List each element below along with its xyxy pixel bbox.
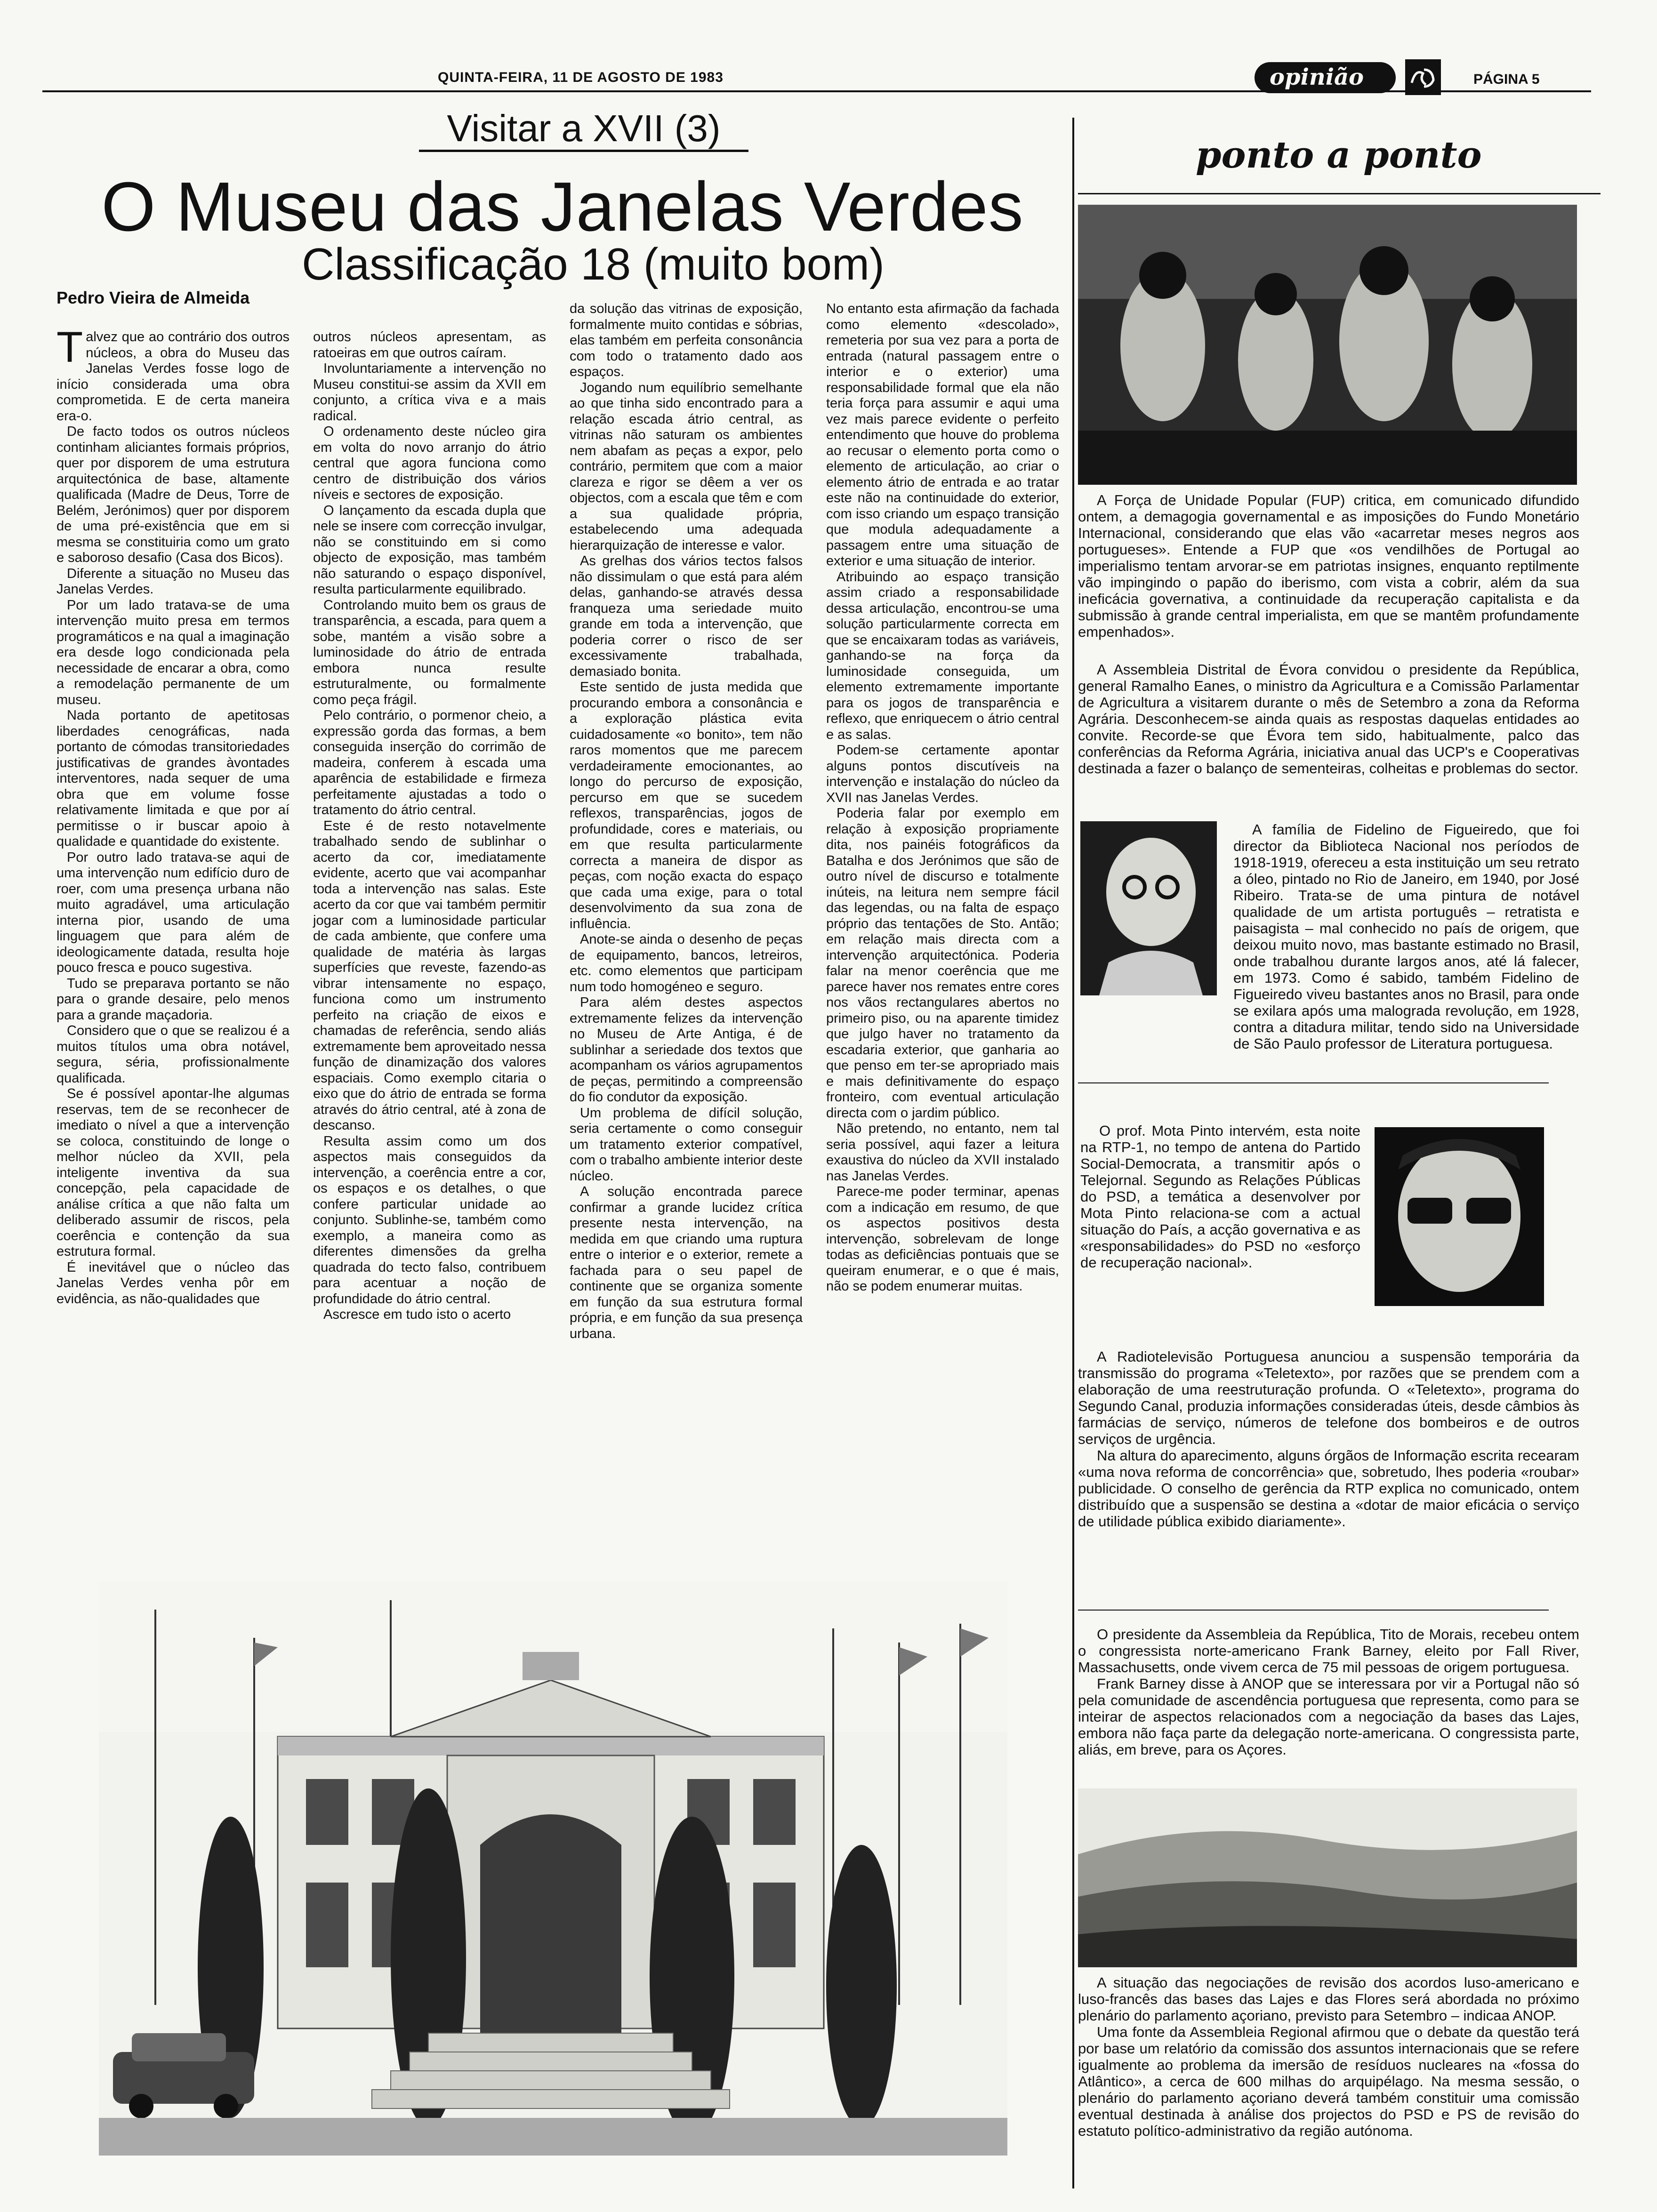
- drop-cap: T: [56, 323, 83, 371]
- sidebar-item-teletexto: A Radiotelevisão Portuguesa anunciou a suspensão temporária da transmissão do programa «Teletexto», por razões que se prendem com a elaboração de uma reestruturação profunda. O «Teletexto», programa do Segundo Canal, produzia informações consideradas úteis, desde câmbios às farmácias de serviço, números de telefone dos bombeiros e de outros serviços de urgência. Na altura do aparecimento, alguns órgãos de Informação escrita recearam «uma nova reforma de concorrência» que, sobretudo, lhes poderia «roubar» publicidade. O conselho de gerência da RTP explica no comunicado, ontem distribuído que a suspensão se destina a «dotar de maior eficácia o serviço de utilidade pública exibido diariamente».: [1078, 1348, 1579, 1530]
- article-author: Pedro Vieira de Almeida: [56, 288, 250, 307]
- sidebar-item-fidelino: A família de Fidelino de Figueiredo, que foi director da Biblioteca Nacional nos períodos de 1918-1919, ofereceu a esta instituição um seu retrato a óleo, pintado no Rio de Janeiro, em 1940, por José Ribeiro. Trata-se de uma pintura de notável qualidade de um artista português – retratista e paisagista – mal conhecido no país de origem, que deixou muito novo, mas bastante estimado no Brasil, onde trabalhou durante largos anos, até lá falecer, em 1973. Como é sabido, também Fidelino de Figueiredo viveu bastantes anos no Brasil, para onde se exilara após uma malograda revolução, em 1928, contra a ditadura militar, tendo sido na Universidade de São Paulo professor de Literatura portuguesa.: [1233, 821, 1579, 1052]
- section-emblem-icon: [1405, 59, 1441, 95]
- article-title: O Museu das Janelas Verdes: [101, 168, 1024, 246]
- portrait-photo-mota-pinto: [1375, 1127, 1544, 1306]
- article-column-1: Talvez que ao contrário dos outros núcleos, a obra do Museu das Janelas Verdes fosse logo de início considerada uma obra comprometida. E de certa maneira era-o. De facto todos os outros núcleos continham aliciantes formais próprios, quer por disporem de uma estrutura arquitectónica de base, altamente qualificada (Madre de Deus, Torre de Belém, Jerónimos) quer por disporem de uma pré-existência que em si mesma se constituiria como um grato e saboroso desafio (Casa dos Bicos). Diferente a situação no Museu das Janelas Verdes. Por um lado tratava-se de uma intervenção muito presa em termos programáticos e na qual a imaginação era desde logo condicionada pela necessidade de encarar a obra, como a remodelação permanente de um museu. Nada portanto de apetitosas liberdades cenográficas, nada portanto de cómodas transitoriedades justificativas de grandes àvontades interventores, nada sequer de uma obra que em volume fosse relativamente limitada e que por aí permitisse o ir buscar apoio à qualidade e quantidade do existente. Por outro lado tratava-se aqui de uma intervenção num edifício duro de roer, com uma presença urbana não muito agradável, uma articulação interna pior, usando de uma linguagem que para além de ideologicamente datada, resulta hoje pouco fresca e pouco sugestiva. Tudo se preparava portanto se não para o grande desaire, pelo menos para a grande maçadoria. Considero que o que se realizou é a muitos títulos uma obra notável, segura, séria, profissionalmente qualificada. Se é possível apontar-lhe algumas reservas, tem de se reconhecer de imediato o nível a que a intervenção se coloca, constituindo de longe o melhor núcleo da XVII, pela inteligente inventiva da sua concepção, pela capacidade de análise crítica a que não falta um deliberado assumir de riscos, pela coerência e contenção da sua estrutura formal. É inevitável que o núcleo das Janelas Verdes venha pôr em evidência, as não-qualidades que: [56, 323, 290, 1306]
- article-kicker: Visitar a XVII (3): [419, 107, 748, 152]
- museum-photo: [99, 1581, 1007, 2156]
- sidebar-item-barney: O presidente da Assembleia da República, Tito de Morais, recebeu ontem o congressista norte-americano Frank Barney, eleito por Fall River, Massachusetts, onde vivem cerca de 75 mil pessoas de origem portuguesa. Frank Barney disse à ANOP que se interessara por vir a Portugal não só pela comunidade de ascendência portuguesa que representa, como para se inteirar de aspectos relacionados com a negociação da bases das Lajes, embora não faça parte da delegação norte-americana. O congressista parte, aliás, em breve, para os Açores.: [1078, 1626, 1579, 1758]
- header-rule: [42, 90, 1591, 92]
- sidebar-divider: [1072, 118, 1074, 2188]
- article-column-4: No entanto esta afirmação da fachada como elemento «descolado», remeteria por sua vez para a porta de entrada (natural passagem entre o interior e o exterior) uma responsabilidade formal que ela não teria força para assumir e aqui uma vez mais parece evidente o perfeito entendimento que houve do problema ao recusar o elemento porta como o elemento de articulação, ao criar o elemento átrio de entrada e ao tratar este não na continuidade do exterior, com isso criando um espaço transição que modula adequadamente a passagem entre uma situação de exterior e uma situação de interior. Atribuindo ao espaço transição assim criado a responsabilidade dessa articulação, encontrou-se uma solução particularmente correcta em que se encaixaram todas as variáveis, ganhando-se na força da luminosidade conseguida, um elemento extremamente importante para os jogos de transparência e reflexo, que enriquecem o átrio central e as salas. Podem-se certamente apontar alguns pontos discutíveis na intervenção e instalação do núcleo da XVII nas Janelas Verdes. Poderia falar por exemplo em relação à exposição propriamente dita, nos painéis fotográficos da Batalha e dos Jerónimos que são de outro nível de discurso e totalmente inúteis, na leitura nem sempre fácil das legendas, ou na falta de espaço próprio das tentações de Sto. Antão; em relação mais directa com a intervenção arquitectónica. Poderia falar na menor coerência que me parece haver nos remates entre cores nos vãos rectangulares abertos no primeiro piso, ou na aparente timidez que julgo haver no tratamento da escadaria exterior, que ganharia ao que penso em ter-se apropriado mais e mais definitivamente do espaço fronteiro, com eventual articulação directa com o jardim público. Não pretendo, no entanto, nem tal seria possível, aqui fazer a leitura exaustiva do núcleo da XVII instalado nas Janelas Verdes. Parece-me poder terminar, apenas com a indicação em resumo, de que os aspectos positivos desta intervenção, sobrelevam de longe todas as deficiências pontuais que se queiram enumerar, e o que é mais, não se podem enumerar muitas.: [826, 301, 1059, 1294]
- sidebar-title-rule: [1078, 193, 1601, 194]
- sidebar-photo-crowd: [1078, 205, 1577, 485]
- sidebar-item-evora: A Assembleia Distrital de Évora convidou o presidente da República, general Ramalho Eanes, o ministro da Agricultura e a Comissão Parlamentar de Agricultura a visitarem durante o mês de Setembro a zona da Reforma Agrária. Desconhecem-se ainda quais as respostas daquelas entidades ao convite. Recorde-se que Évora tem sido, habitualmente, palco das conferências da Reforma Agrária, iniciativa anual das UCP's e Cooperativas destinada a fazer o balanço de sementeiras, colheitas e problemas do sector.: [1078, 661, 1579, 777]
- sidebar-title: ponto a ponto: [1196, 134, 1482, 176]
- sidebar-item-mota-pinto: O prof. Mota Pinto intervém, esta noite na RTP-1, no tempo de antena do Partido Social-Democrata, a transmitir após o Telejornal. Segundo as Relações Públicas do PSD, a temática a desenvolver por Mota Pinto relaciona-se com a actual situação do País, a acção governativa e as «responsabilidades» do PSD no «esforço de recuperação nacional».: [1080, 1122, 1360, 1271]
- sidebar-item-fup: A Força de Unidade Popular (FUP) critica, em comunicado difundido ontem, a demagogia governamental e as imposições do Fundo Monetário Internacional, considerando que elas vão «acarretar meses negros aos portugueses». Entende a FUP que «os vendilhões de Portugal ao imperialismo tentam arvorar-se em patriotas insignes, enquanto reptilmente vão impingindo o papão do iberismo, com vista a cobrir, além da sua ineficácia governativa, a continuidade da recuperação capitalista e da submissão à grande central imperialista, em que se mantêm profundamente empenhados».: [1078, 492, 1579, 640]
- section-logo: [1255, 62, 1396, 93]
- page-number: PÁGINA 5: [1473, 72, 1540, 87]
- sidebar-item-lajes: A situação das negociações de revisão dos acordos luso-americano e luso-francês das bases das Lajes e das Flores será abordada no próximo plenário do parlamento açoriano, previsto para Setembro – indicaa ANOP. Uma fonte da Assembleia Regional afirmou que o debate da questão terá por base um relatório da comissão dos assuntos internacionais que se refere igualmente ao problema da imersão de resíduos nucleares na «fossa do Atlântico», a cerca de 600 milhas do arquipélago. Na mesma sessão, o plenário do parlamento açoriano deverá também constituir uma comissão eventual destinada à análise dos projectos do PSD e PS de revisão do estatuto político-administrativo da região autónoma.: [1078, 1974, 1579, 2139]
- sidebar-rule-1: [1078, 1082, 1549, 1083]
- masthead-date: QUINTA-FEIRA, 11 DE AGOSTO DE 1983: [438, 70, 724, 85]
- sidebar-rule-2: [1078, 1610, 1549, 1611]
- section-name: opinião: [1270, 64, 1364, 90]
- article-column-3: da solução das vitrinas de exposição, formalmente muito contidas e sóbrias, elas também em perfeita consonância com todo o tratamento dado aos espaços. Jogando num equilíbrio semelhante ao que tinha sido encontrado para a relação escada átrio central, as vitrinas não saturam os ambientes nem abafam as peças a expor, pelo contrário, permitem que com a maior clareza e rigor se dêem a ver os objectos, com a escala que têm e com a sua qualidade própria, estabelecendo uma adequada hierarquização de interesse e valor. As grelhas dos vários tectos falsos não dissimulam o que está para além delas, ganhando-se através dessa franqueza uma seriedade muito grande em toda a intervenção, que poderia correr o risco de ser excessivamente trabalhada, demasiado bonita. Este sentido de justa medida que procurando embora a consonância e a exploração plástica evita cuidadosamente «o bonito», tem não raros momentos que me parecem verdadeiramente emocionantes, ao longo do percurso de exposição, percurso em que se sucedem reflexos, transparências, jogos de profundidade, cores e materiais, ou em que resulta particularmente correcta a maneira de dispor as peças, com noção exacta do espaço que cada uma exige, para o total desenvolvimento da sua zona de influência. Anote-se ainda o desenho de peças de equipamento, bancos, letreiros, etc. como elementos que participam num todo homogéneo e seguro. Para além destes aspectos extremamente felizes da intervenção no Museu de Arte Antiga, é de sublinhar a seriedade dos textos que acompanham os vários agrupamentos de peças, permitindo a compreensão do fio condutor da exposição. Um problema de difícil solução, seria certamente o como conseguir um tratamento exterior compatível, com o trabalho ambiente interior deste núcleo. A solução encontrada parece confirmar a grande lucidez crítica presente nesta intervenção, na medida em que criando uma ruptura entre o interior e o exterior, remete a fachada para o seu papel de continente que se organiza somente em função da sua estrutura formal própria, e em função da sua presença urbana.: [570, 301, 803, 1341]
- article-subtitle: Classificação 18 (muito bom): [302, 239, 885, 289]
- article-column-2: outros núcleos apresentam, as ratoeiras em que outros caíram. Involuntariamente a intervenção no Museu constitui-se assim da XVII em conjunto, a crítica viva e a mais radical. O ordenamento deste núcleo gira em volta do novo arranjo do átrio central que agora funciona como centro de distribuição dos vários níveis e sectores de exposição. O lançamento da escada dupla que nele se insere com correcção invulgar, não se constituindo em si como objecto de exposição, mas também não saturando o espaço disponível, resulta particularmente equilibrado. Controlando muito bem os graus de transparência, a escada, para quem a sobe, mantém a visão sobre a luminosidade do átrio de entrada embora nunca resulte estruturalmente, ou formalmente como peça frágil. Pelo contrário, o pormenor cheio, a expressão gorda das formas, a bem conseguida inserção do corrimão de madeira, conferem à escada uma aparência de estabilidade e firmeza perfeitamente ajustadas a todo o tratamento do átrio central. Este é de resto notavelmente trabalhado sendo de sublinhar o acerto da cor, imediatamente evidente, acerto que vai acompanhar toda a intervenção nas salas. Este acerto da cor que vai também permitir jogar com a luminosidade particular de cada ambiente, que confere uma qualidade de matéria às largas superfícies que reveste, fazendo-as vibrar intensamente no espaço, funciona como um instrumento perfeito na criação de eixos e chamadas de referência, sendo aliás extremamente bem aproveitado nessa função de dinamização dos valores espaciais. Como exemplo citaria o eixo que do átrio de entrada se forma através do átrio central, até à zona de descanso. Resulta assim como um dos aspectos mais conseguidos da intervenção, a coerência entre a cor, os espaços e os detalhes, o que confere particular unidade ao conjunto. Sublinhe-se, também como exemplo, a maneira como as diferentes dimensões da grelha quadrada do tecto falso, contribuem para acentuar a noção de profundidade do átrio central. Ascresce em tudo isto o acerto: [313, 329, 546, 1322]
- sidebar-photo-landscape: [1078, 1788, 1577, 1967]
- portrait-photo-fidelino: [1080, 821, 1217, 995]
